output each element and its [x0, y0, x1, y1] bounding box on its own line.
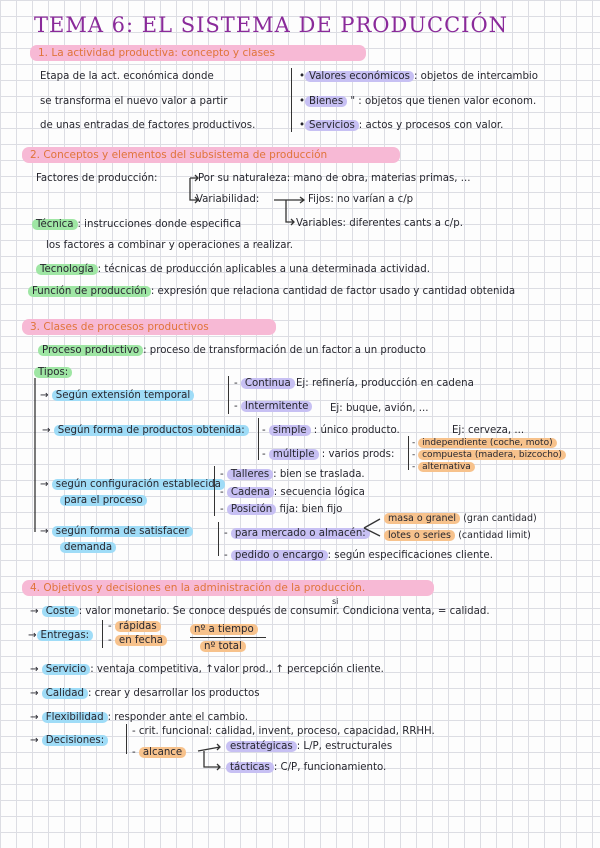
extension-brace: [228, 376, 229, 414]
rapidas: - rápidas: [108, 620, 161, 633]
tacticas: tácticas : C/P, funcionamiento.: [226, 761, 386, 774]
estrategicas: estratégicas : L/P, estructurales: [226, 740, 392, 753]
section-3-heading: 3. Clases de procesos productivos: [22, 319, 276, 335]
s1-valores: • Valores económicos : objetos de intercambio: [299, 71, 538, 82]
fraction-denominator: nº total: [200, 640, 246, 653]
s1-definition-line1: Etapa de la act. económica donde: [40, 71, 214, 82]
continua: - Continua: [234, 377, 295, 390]
masa-granel: masa o granel (gran cantidad): [384, 512, 537, 525]
tecnica: Técnica : instrucciones donde especifica: [32, 218, 241, 231]
mercado-arrow: [362, 514, 384, 542]
productos-brace: [258, 418, 259, 460]
en-fecha: - en fecha: [108, 634, 167, 647]
decisiones: → Decisiones:: [30, 734, 108, 747]
s1-divider: [291, 68, 292, 132]
section-2-heading: 2. Conceptos y elementos del subsistema de producción: [22, 147, 400, 163]
s1-servicios: • Servicios : actos y procesos con valor.: [299, 120, 504, 131]
tipos-label: Tipos:: [34, 366, 72, 379]
fraction-numerator: nº a tiempo: [190, 623, 258, 636]
intermitente-ejemplo: Ej: buque, avión, ...: [330, 403, 429, 414]
simple-ejemplo: Ej: cerveza, ...: [452, 425, 525, 436]
alternativa: - alternativa: [412, 461, 475, 474]
s1-definition-line3: de unas entradas de factores productivos.: [40, 120, 256, 131]
intermitente: - Intermitente: [234, 400, 312, 413]
continua-ejemplo: Ej: refinería, producción en cadena: [296, 378, 474, 389]
independiente: - independiente (coche, moto): [412, 437, 557, 450]
factores-label: Factores de producción:: [36, 173, 158, 184]
extension-temporal: → Según extensión temporal: [40, 389, 194, 402]
alcance: - alcance: [132, 746, 186, 759]
tecnologia: Tecnología : técnicas de producción aplicables a una determinada actividad.: [36, 263, 430, 276]
funcion-produccion: Función de producción : expresión que relaciona cantidad de factor usado y cantidad obtenida: [28, 285, 515, 298]
fraction-bar: [190, 637, 266, 638]
section-1-heading: 1. La actividad productiva: concepto y clases: [30, 45, 366, 61]
section-4-heading: 4. Objetivos y decisiones en la administración de la producción.: [22, 580, 434, 596]
configuracion: → según configuración establecida: [40, 478, 225, 491]
servicio: → Servicio : ventaja competitiva, ↑valor prod., ↑ percepción cliente.: [30, 664, 384, 675]
tipos-vertical-line: [30, 376, 40, 536]
s1-bienes: • Bienes " : objetos que tienen valor econom.: [299, 96, 537, 107]
proceso-productivo: Proceso productivo : proceso de transformación de un factor a un producto: [38, 344, 426, 357]
cadena: - Cadena : secuencia lógica: [220, 487, 365, 498]
factores-arrow: [188, 172, 202, 202]
entregas: → Entregas:: [28, 629, 93, 642]
coste: → Coste : valor monetario. Se conoce después de consumir. Condiciona venta, = calidad.: [30, 606, 490, 617]
configuracion-brace: [214, 466, 215, 516]
alcance-arrow: [196, 743, 226, 773]
variables-text: Variables: diferentes cants a c/p.: [296, 218, 463, 229]
compuesta: - compuesta (madera, bizcocho): [412, 449, 566, 462]
forma-productos: → Según forma de productos obtenida:: [42, 424, 249, 437]
calidad: → Calidad : crear y desarrollar los productos: [30, 688, 260, 699]
satisfacer-demanda-cont: demanda: [60, 541, 116, 554]
s1-definition-line2: se transforma el nuevo valor a partir: [40, 96, 228, 107]
satisfacer-demanda: → según forma de satisfacer: [40, 525, 193, 538]
criterio-funcional: - crit. funcional: calidad, invent, proceso, capacidad, RRHH.: [132, 726, 435, 737]
fijos-text: Fijos: no varían a c/p: [308, 194, 414, 205]
multiple-brace: [408, 436, 409, 470]
produccion-simple: - simple : único producto.: [262, 425, 400, 436]
coste-si: si: [332, 597, 339, 606]
naturaleza-text: Por su naturaleza: mano de obra, materias primas, ...: [198, 173, 471, 184]
produccion-multiple: - múltiple : varios prods:: [262, 449, 395, 460]
flexibilidad: → Flexibilidad : responder ante el cambio.: [30, 712, 248, 723]
tecnica-cont: los factores a combinar y operaciones a realizar.: [46, 240, 294, 251]
decisiones-brace: [126, 724, 127, 754]
variabilidad-arrow: [272, 193, 308, 227]
posicion-fija: - Posición fija: bien fijo: [220, 504, 343, 515]
lotes-series: lotes o series (cantidad limit): [384, 529, 531, 542]
variabilidad-label: Variabilidad:: [196, 194, 260, 205]
demanda-brace: [218, 522, 219, 556]
pedido-encargo: - pedido o encargo : según especificaciones cliente.: [224, 550, 493, 561]
entregas-brace: [102, 620, 103, 648]
page-title: TEMA 6: EL SISTEMA DE PRODUCCIÓN: [34, 13, 509, 37]
configuracion-cont: para el proceso: [60, 494, 147, 507]
mercado-almacen: - para mercado o almacén:: [224, 527, 370, 540]
talleres: - Talleres : bien se traslada.: [220, 469, 365, 480]
